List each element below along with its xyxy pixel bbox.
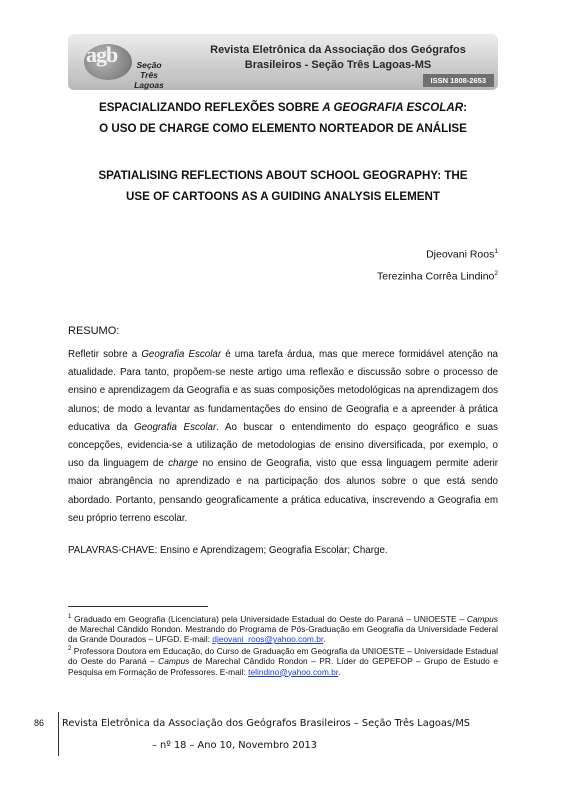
footnote-ref[interactable]: 2 bbox=[494, 270, 498, 277]
footnote-separator bbox=[68, 606, 208, 607]
footnote-text: de Marechal Cândido Rondon – PR. Líder do GEPEFOP – Grupo de Estudo e Pesquisa em Formação de Professores. E-mail: bbox=[68, 656, 498, 677]
title-pt-line1 bbox=[40, 97, 526, 118]
footer-journal: Revista Eletrônica da Associação dos Geógrafos Brasileiros – Seção Três Lagoas/MS bbox=[62, 718, 470, 729]
abstract-body bbox=[68, 346, 498, 528]
footnote-1 bbox=[68, 612, 498, 644]
title-pt-colon: : bbox=[463, 101, 468, 114]
journal-header-banner bbox=[68, 34, 498, 90]
abstract-italic: Geografia Escolar bbox=[141, 349, 222, 360]
journal-title-line1: Revista Eletrônica da Associação dos Geógrafos bbox=[210, 44, 466, 56]
abstract-text: . Ao buscar o entendimento do espaço geográfico e suas concepções, evidencia-se a utilização de metodologias de ensino diversificada, por exemplo, o uso da linguagem de bbox=[68, 421, 498, 470]
footer-divider bbox=[58, 712, 59, 756]
footnote-number: 1 bbox=[68, 614, 72, 620]
footnote-number: 2 bbox=[68, 646, 72, 653]
journal-title bbox=[180, 43, 496, 73]
logo-caption bbox=[128, 60, 170, 90]
journal-title-line2: Brasileiros - Seção Três Lagoas-MS bbox=[244, 59, 432, 71]
author-2 bbox=[377, 270, 498, 283]
abstract-text: é uma tarefa árdua, mas que merece formidável atenção na atualidade. Para tanto, propõem-se neste artigo uma reflexão e discussão sobre o processo de ensino e aprendizagem da Geografia e as suas composições metodológicas na aprendizagem dos alunos; de modo a levantar as fundamentações do ensino de Geografia e a apreender à prática educativa da bbox=[68, 349, 499, 433]
footnotes bbox=[68, 612, 498, 677]
email-link[interactable]: telindino@yahoo.com.br bbox=[248, 666, 339, 677]
abstract-text: Refletir sobre a bbox=[68, 349, 142, 360]
title-en-line2: USE OF CARTOONS AS A GUIDING ANALYSIS ELEMENT bbox=[126, 190, 440, 203]
keywords: PALAVRAS-CHAVE: Ensino e Aprendizagem; Geografia Escolar; Charge. bbox=[68, 545, 388, 556]
logo-mark: agb bbox=[86, 42, 118, 67]
footnote-text: de Marechal Cândido Rondon. Mestrando do Programa de Pós-Graduação em Geografia da Universidade Federal da Grande Dourados – UFGD. E-mail: bbox=[68, 624, 498, 645]
abstract-heading: RESUMO: bbox=[68, 325, 120, 337]
article-title-portuguese bbox=[40, 97, 526, 139]
footnote-2 bbox=[68, 644, 498, 676]
footnote-ref[interactable]: 1 bbox=[494, 248, 498, 255]
footnote-italic: Campus bbox=[158, 656, 190, 667]
abstract-italic: Geografia Escolar bbox=[133, 421, 217, 433]
author-name: Djeovani Roos bbox=[426, 248, 495, 261]
footer-issue: – nº 18 – Ano 10, Novembro 2013 bbox=[152, 740, 318, 751]
article-title-english bbox=[40, 165, 526, 207]
abstract-text: no ensino de Geografia, visto que essa linguagem permite aderir maior abrangência no aprendizado e na participação dos alunos sobre o que está sendo abordado. Portanto, pensando geograficamente a prática educativa, inscrevendo a Geografia em seu próprio terreno escolar. bbox=[68, 458, 499, 524]
logo-caption-line2: Três Lagoas bbox=[134, 70, 164, 90]
author-name: Terezinha Corrêa Lindino bbox=[377, 270, 495, 283]
issn-badge: ISSN 1808-2653 bbox=[423, 74, 494, 87]
title-pt-part: ESPACIALIZANDO REFLEXÕES SOBRE bbox=[98, 101, 323, 114]
email-link[interactable]: djeovani_roos@yahoo.com.br bbox=[212, 634, 324, 645]
footnote-italic: Campus bbox=[466, 613, 498, 624]
title-pt-italic: A GEOGRAFIA ESCOLAR bbox=[322, 101, 464, 114]
footnote-text: Graduado em Geografia (Licenciatura) pela Universidade Estadual do Oeste do Paraná – UNIOESTE – bbox=[71, 613, 467, 624]
abstract-italic: charge bbox=[168, 458, 199, 470]
logo-caption-line1: Seção bbox=[136, 60, 162, 70]
author-1 bbox=[426, 248, 498, 261]
title-pt-line2: O USO DE CHARGE COMO ELEMENTO NORTEADOR DE ANÁLISE bbox=[99, 122, 467, 135]
footnote-text: . bbox=[323, 634, 326, 645]
footnote-text: . bbox=[338, 666, 341, 677]
footnote-text: Professora Doutora em Educação, do Curso de Graduação em Geografia da UNIOESTE – Universidade Estadual do Oeste do Paraná – bbox=[68, 646, 498, 667]
page-number: 86 bbox=[34, 718, 45, 728]
agb-logo bbox=[78, 40, 170, 90]
title-en-line1: SPATIALISING REFLECTIONS ABOUT SCHOOL GEOGRAPHY: THE bbox=[98, 169, 468, 182]
